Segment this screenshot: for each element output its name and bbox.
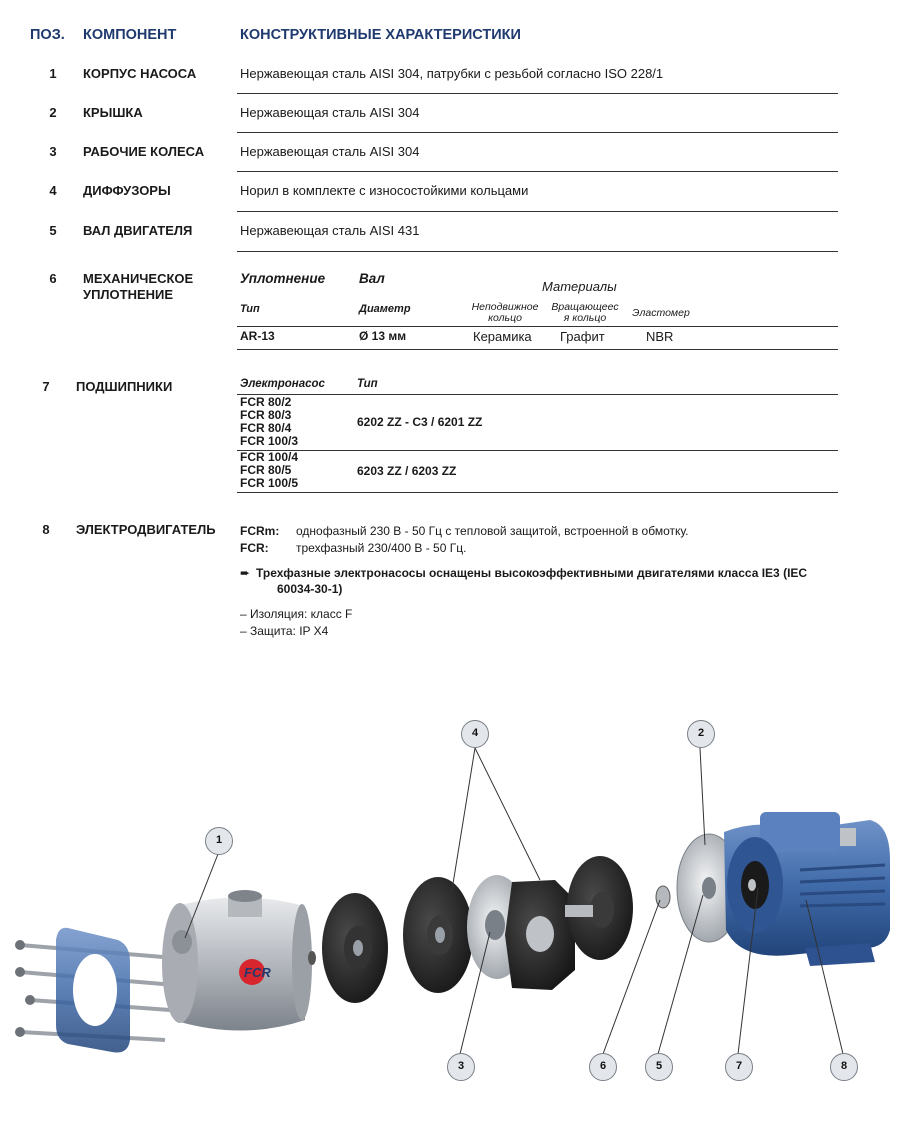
o-ring	[308, 951, 316, 965]
motor-protection: – Защита: IP X4	[240, 624, 329, 638]
row-2-num: 2	[49, 105, 57, 120]
row-divider	[237, 251, 838, 252]
callout-8: 8	[830, 1053, 858, 1081]
motor-fcr-desc: трехфазный 230/400 В - 50 Гц.	[296, 541, 467, 555]
bearings-group1-models	[240, 396, 298, 448]
row-1-num: 1	[49, 66, 57, 81]
seal-sub-rotating	[548, 302, 622, 324]
motor-fcrm-label: FCRm:	[240, 524, 280, 538]
seal-sub-elastomer: Эластомер	[632, 307, 690, 319]
seal-sub-type: Тип	[240, 303, 260, 315]
bearings-model: FCR 100/5	[240, 476, 299, 490]
row-3-num: 3	[49, 144, 57, 159]
row-4-desc: Норил в комплекте с износостойкими кольцами	[240, 183, 529, 198]
diffuser-3	[565, 856, 633, 960]
seal-sub-fixed-line1: Неподвижное	[471, 301, 539, 313]
motor-fcr-label: FCR:	[240, 541, 269, 555]
seal-sub-rotating-line2: я кольцо	[563, 312, 607, 324]
back-flange-opening	[73, 954, 117, 1026]
motor-note-line1: Трехфазные электронасосы оснащены высокоэффективными двигателями класса IE3 (IEC	[256, 566, 808, 580]
motor-fcrm-desc: однофазный 230 В - 50 Гц с тепловой защитой, встроенной в обмотку.	[296, 524, 689, 538]
bearings-model: FCR 100/4	[240, 450, 299, 464]
row-divider	[237, 349, 838, 350]
motor-insulation: – Изоляция: класс F	[240, 607, 353, 621]
row-3-desc: Нержавеющая сталь AISI 304	[240, 144, 420, 159]
diffuser-1	[322, 893, 388, 1003]
row-divider	[237, 93, 838, 94]
row-5-num: 5	[49, 223, 57, 238]
diffuser-2	[403, 877, 473, 993]
seal-val-type: AR-13	[240, 329, 275, 343]
pump-body	[162, 890, 312, 1031]
callout-5: 5	[645, 1053, 673, 1081]
row-4-num: 4	[49, 183, 57, 198]
callout-1: 1	[205, 827, 233, 855]
row-divider	[237, 211, 838, 212]
callout-3: 3	[447, 1053, 475, 1081]
seal-materials: Материалы	[542, 279, 617, 294]
impeller-vanes	[505, 880, 575, 990]
row-3-name: РАБОЧИЕ КОЛЕСА	[83, 144, 205, 159]
bearings-col-pump: Электронасос	[240, 378, 325, 390]
cover-center	[702, 877, 716, 899]
seal-sub-fixed	[468, 302, 542, 324]
seal-val-diameter: Ø 13 мм	[359, 329, 407, 343]
seal-col-shaft: Вал	[359, 271, 385, 286]
row-2-desc: Нержавеющая сталь AISI 304	[240, 105, 420, 120]
seal-sub-rotating-line1: Вращающеес	[551, 301, 619, 313]
row-1-desc: Нержавеющая сталь AISI 304, патрубки с резьбой согласно ISO 228/1	[240, 66, 664, 81]
callout-6: 6	[589, 1053, 617, 1081]
seal-sub-diameter: Диаметр	[359, 303, 411, 315]
seal-name-line1: МЕХАНИЧЕСКОЕ	[83, 271, 194, 286]
row-5-name: ВАЛ ДВИГАТЕЛЯ	[83, 223, 193, 238]
bearings-group-divider	[237, 450, 838, 451]
seal-col-seal: Уплотнение	[240, 271, 326, 286]
bearings-col-type: Тип	[357, 378, 378, 390]
bearings-model: FCR 100/3	[240, 434, 299, 448]
row-divider	[237, 171, 838, 172]
callout-4: 4	[461, 720, 489, 748]
row-divider	[237, 132, 838, 133]
fcr-logo-text: FCR	[244, 965, 271, 980]
motor-note-arrow: ➨	[240, 566, 251, 580]
row-6-num: 6	[49, 271, 57, 286]
row-8-num: 8	[42, 522, 50, 537]
header-component: КОМПОНЕНТ	[83, 27, 177, 43]
row-1-name: КОРПУС НАСОСА	[83, 66, 197, 81]
row-7-num: 7	[42, 379, 50, 394]
seal-val-elastomer: NBR	[646, 329, 674, 344]
bearings-name: ПОДШИПНИКИ	[76, 379, 173, 394]
motor	[724, 812, 890, 966]
row-4-name: ДИФФУЗОРЫ	[83, 183, 171, 198]
seal-sub-fixed-line2: кольцо	[488, 312, 522, 324]
header-pos: ПОЗ.	[30, 27, 65, 43]
bearings-model: FCR 80/3	[240, 408, 292, 422]
bearings-header-divider	[237, 394, 838, 395]
callout-2: 2	[687, 720, 715, 748]
motor-note-line2: 60034-30-1)	[277, 582, 343, 596]
row-divider	[237, 492, 838, 493]
bearings-group2-type: 6203 ZZ / 6203 ZZ	[357, 464, 457, 478]
row-5-desc: Нержавеющая сталь AISI 431	[240, 223, 420, 238]
motor-name: ЭЛЕКТРОДВИГАТЕЛЬ	[76, 522, 216, 537]
header-characteristics: КОНСТРУКТИВНЫЕ ХАРАКТЕРИСТИКИ	[240, 27, 521, 43]
bearings-group1-type: 6202 ZZ - C3 / 6201 ZZ	[357, 415, 483, 429]
seal-val-rotating: Графит	[560, 329, 605, 344]
callout-7: 7	[725, 1053, 753, 1081]
seal-val-fixed: Керамика	[473, 329, 532, 344]
bearings-model: FCR 80/4	[240, 421, 292, 435]
row-2-name: КРЫШКА	[83, 105, 143, 120]
bearings-model: FCR 80/2	[240, 395, 292, 409]
seal-subheader-divider	[237, 326, 838, 327]
bearings-model: FCR 80/5	[240, 463, 292, 477]
bearings-group2-models	[240, 451, 298, 490]
seal-name-line2: УПЛОТНЕНИЕ	[83, 287, 174, 302]
